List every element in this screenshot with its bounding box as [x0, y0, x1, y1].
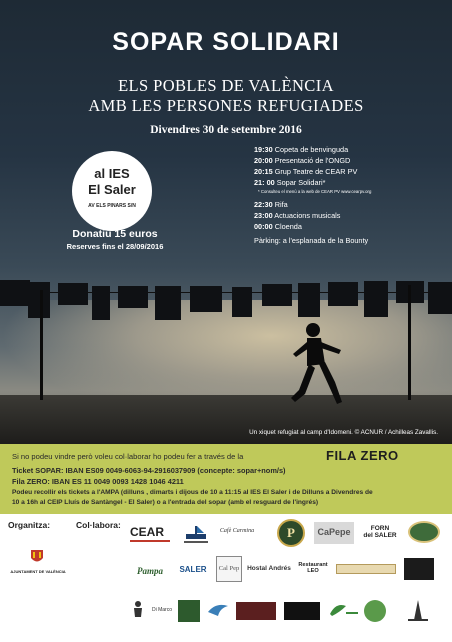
parking-info: Pàrking: a l'esplanada de la Bounty [254, 236, 369, 245]
subtitle-line: ELS POBLES DE VALÈNCIA [118, 76, 334, 95]
ground-silhouette [0, 395, 452, 444]
hostal-logo [246, 562, 292, 576]
cloth [155, 286, 181, 320]
schedule-label: Sopar Solidari* [276, 178, 326, 187]
capepe-text: CaPepe [317, 527, 351, 538]
iban-ticket: Ticket SOPAR: IBAN ES09 0049-6063-94-2916037909 (concepte: sopar+nom/s) [12, 466, 286, 475]
cloth [58, 283, 88, 305]
pole [40, 290, 43, 400]
schedule-item [254, 155, 449, 166]
cloth [190, 286, 222, 312]
venue-address: AV ELS PINARS S/N [88, 203, 136, 209]
subtitle-line: AMB LES PERSONES REFUGIADES [88, 96, 364, 115]
bird-logo [206, 600, 230, 620]
photo-credit: Un xiquet refugiat al camp d'Idomeni. © ACNUR / Achilleas Zavallis. [249, 429, 438, 436]
schedule-label: Copeta de benvinguda [274, 145, 349, 154]
di-marco-text: Di Marco [151, 607, 172, 614]
p-badge-letter: P [287, 525, 295, 541]
forn-text: FORN [370, 525, 390, 533]
donation-text: Donatiu 15 euros [72, 228, 158, 240]
schedule-time: 23:00 [254, 211, 273, 220]
cal-pep-text: Cal Pep [218, 564, 240, 572]
schedule-item [254, 210, 449, 221]
restaurant-text: Restaurant [298, 562, 328, 569]
capepe-logo [314, 522, 354, 544]
boat-logo [182, 524, 210, 546]
dark-logo [404, 558, 434, 580]
cear-logo [130, 520, 176, 548]
info-line: 10 a 16h al CEIP Lluís de Santàngel - El Saler) o a l'entrada del sopar (amb el resguard de l'ingrés) [12, 499, 319, 506]
fila-zero-heading: FILA ZERO [326, 448, 399, 463]
pole [408, 285, 411, 400]
tower-logo [404, 598, 432, 622]
iban-fila-zero: Fila ZERO: IBAN ES 11 0049 0093 1428 1046 4211 [12, 477, 184, 486]
cloth [328, 282, 358, 306]
ajuntament-crest-icon [30, 548, 44, 566]
schedule-time: 20:15 [254, 167, 273, 176]
cloth [118, 286, 148, 308]
schedule-item [254, 177, 449, 188]
cloth [28, 282, 50, 318]
poster-title: SOPAR SOLIDARI [112, 28, 340, 56]
venue-line: al IES [94, 166, 130, 181]
info-line: Si no podeu vindre però voleu col·laborar ho podeu fer a través de la [12, 452, 244, 461]
cafe-carmina-text: Cafè Carmina [219, 527, 255, 534]
black-logo [284, 602, 320, 620]
pampa-logo [128, 564, 172, 580]
event-date: Divendres 30 de setembre 2016 [150, 124, 302, 136]
p-badge-logo [277, 519, 305, 547]
cal-pep-logo [216, 556, 242, 582]
event-schedule [254, 144, 449, 246]
schedule-time: 19:30 [254, 145, 273, 154]
restaurant-leo-logo [294, 559, 332, 579]
schedule-time: 21: 00 [254, 178, 275, 187]
menu-note: * Consulteu el menú a la web de CEAR PV www.cearpv.org [258, 189, 372, 194]
cloth [92, 286, 110, 320]
cafe-carmina-logo [214, 524, 260, 538]
forn-logo [360, 522, 400, 544]
schedule-item [254, 199, 449, 210]
saler-text: SALER [179, 564, 207, 574]
schedule-label: Cloenda [274, 222, 302, 231]
cloth [232, 287, 252, 317]
schedule-label: Grup Teatre de CEAR PV [274, 167, 358, 176]
info-line: Podeu recollir els tickets a l'AMPA (dilluns , dimarts i dijous de 10 a 11:15 al IES El Saler i de Dilluns a Divendres de [12, 489, 373, 496]
cloth [0, 280, 30, 306]
saler-logo [176, 562, 210, 578]
venue-badge [72, 151, 152, 231]
poster-subtitle [0, 76, 452, 116]
schedule-label: Presentació de l'ONGD [274, 156, 351, 165]
schedule-time: 20:00 [254, 156, 273, 165]
schedule-time: 00:00 [254, 222, 273, 231]
schedule-item [254, 166, 449, 177]
cloth [298, 283, 320, 317]
cloth [364, 281, 388, 317]
schedule-label: Actuacions musicals [274, 211, 341, 220]
figure-logo [131, 600, 145, 618]
leaf-logo [326, 600, 360, 620]
organitza-label: Organitza: [8, 520, 51, 530]
forn-text2: del SALER [363, 532, 397, 539]
ajuntament-logo [8, 568, 68, 576]
round-green-logo [364, 600, 386, 622]
venue-line: El Saler [88, 182, 136, 197]
cloth [428, 282, 452, 314]
bird-icon [206, 600, 230, 620]
reservation-deadline: Reserves fins el 28/09/2016 [66, 242, 164, 251]
collabora-label: Col·labora: [76, 520, 121, 530]
cear-text: CEAR [130, 524, 165, 539]
green-logo [178, 600, 200, 622]
banner-logo [336, 564, 396, 574]
cear-bar [130, 540, 170, 542]
hostal-text: Hostal Andrés [247, 564, 291, 572]
schedule-item [254, 221, 449, 232]
ajuntament-text: AJUNTAMENT DE VALÈNCIA [10, 568, 66, 574]
schedule-label: Rifa [274, 200, 288, 209]
schedule-time: 22:30 [254, 200, 273, 209]
red-logo [236, 602, 276, 620]
cloth [262, 284, 292, 306]
restaurant-text2: LEO [307, 568, 319, 574]
di-marco-logo [150, 604, 174, 618]
emblem-logo [408, 521, 440, 543]
child-silhouette [285, 320, 355, 410]
pampa-text: Pampa [137, 566, 163, 577]
schedule-item [254, 144, 449, 155]
